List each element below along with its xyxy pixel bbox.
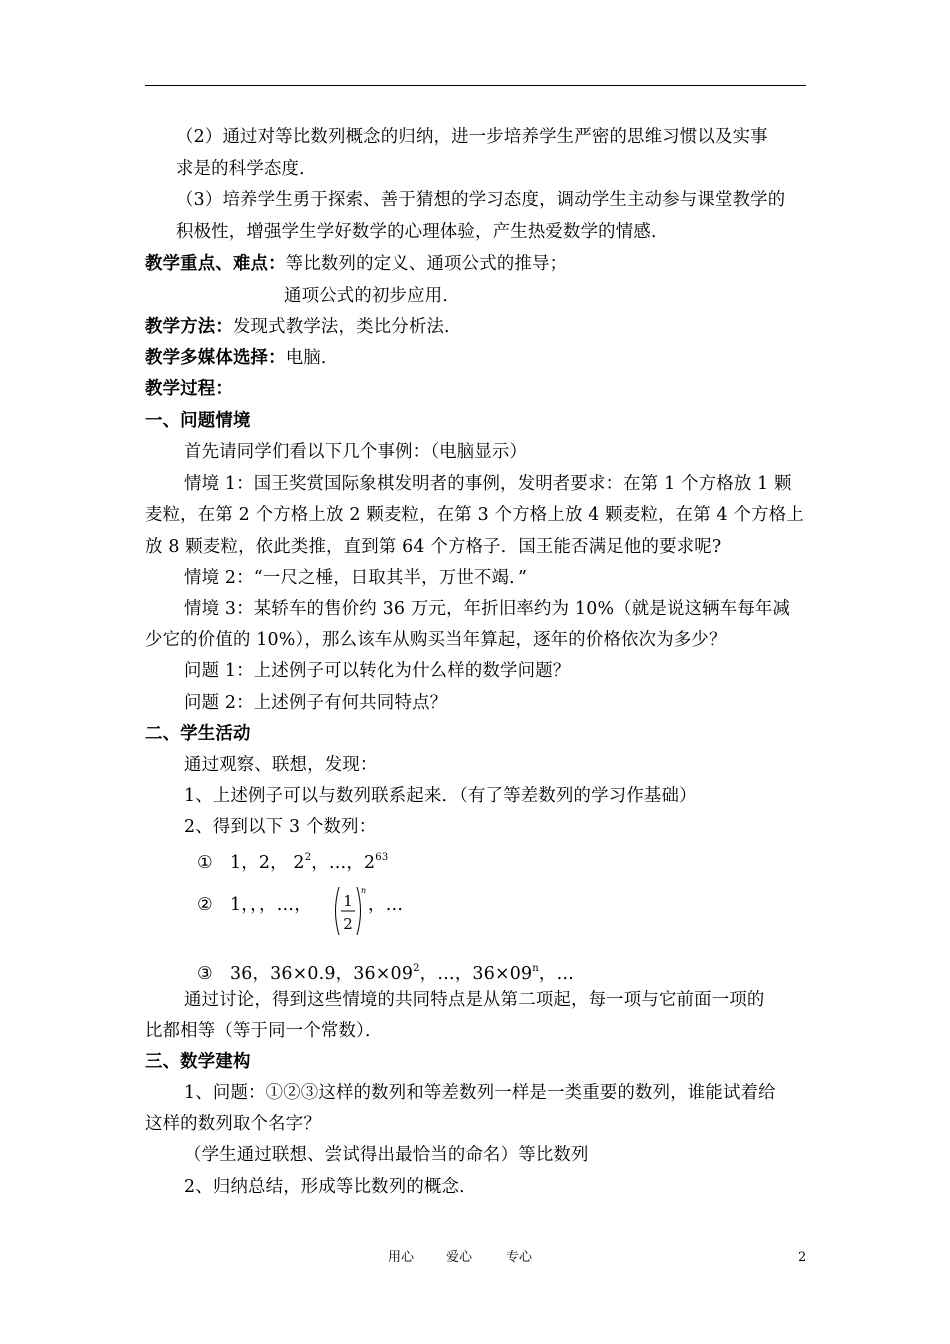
- goal-3-line-1: （3）培养学生勇于探索、善于猜想的学习态度，调动学生主动参与课堂教学的: [176, 190, 786, 210]
- scenario-2-line: 情境 2：“一尺之棰，日取其半，万世不竭．”: [184, 568, 528, 588]
- fraction-denominator: 2: [343, 915, 353, 933]
- sequence-2-line: [197, 893, 312, 917]
- media-label: 教学多媒体选择：: [145, 348, 286, 368]
- key-points-label: 教学重点、难点：: [145, 254, 286, 274]
- build-1-line-1: 1、问题：①②③这样的数列和等差数列一样是一类重要的数列，谁能试着给: [184, 1083, 776, 1103]
- scenario-1-line-3: 放 8 颗麦粒，依此类推，直到第 64 个方格子．国王能否满足他的要求呢?: [145, 537, 722, 557]
- section-2-heading: 二、学生活动: [145, 724, 251, 744]
- sequence-3-marker: ③: [197, 964, 213, 984]
- section-3-heading: 三、数学建构: [145, 1052, 251, 1072]
- sequence-1-marker: ①: [197, 853, 213, 873]
- process-label: 教学过程：: [145, 379, 233, 399]
- question-2-line: 问题 2：上述例子有何共同特点？: [184, 693, 448, 713]
- goal-3-line-2: 积极性，增强学生学好数学的心理体验，产生热爱数学的情感．: [176, 222, 669, 242]
- sequence-3-text: 36，36×0.9，36×09: [229, 964, 414, 984]
- footer-slogan-2: 爱心: [446, 1250, 473, 1265]
- fraction-exponent: n: [361, 886, 367, 895]
- sequence-3-tail: ，…: [538, 964, 575, 984]
- observation-line: 通过观察、联想，发现：: [184, 755, 378, 775]
- sequence-2-tail: ，…: [368, 895, 404, 915]
- method-label: 教学方法：: [145, 317, 233, 337]
- build-1-line-3: （学生通过联想、尝试得出最恰当的命名）等比数列: [184, 1145, 589, 1165]
- build-1-line-2: 这样的数列取个名字？: [145, 1114, 321, 1134]
- method-text: 发现式教学法，类比分析法．: [232, 317, 462, 337]
- sequence-2-fraction: [331, 884, 365, 938]
- intro-line: 首先请同学们看以下几个事例：（电脑显示）: [184, 442, 528, 462]
- footer-slogan-1: 用心: [388, 1250, 415, 1265]
- key-points-text-2: 通项公式的初步应用．: [284, 286, 460, 306]
- media-text: 电脑．: [285, 348, 339, 368]
- sequence-3-exponent: 2: [413, 963, 420, 974]
- method-line: [145, 315, 462, 339]
- key-points-line: [145, 252, 567, 276]
- sequence-2-text: 1，，，…，: [229, 895, 312, 915]
- sequence-3-exponent-2: n: [532, 963, 539, 974]
- build-2-line: 2、归纳总结，形成等比数列的概念．: [184, 1177, 477, 1197]
- section-1-heading: 一、问题情境: [145, 411, 251, 431]
- key-points-text: 等比数列的定义、通项公式的推导；: [285, 254, 568, 274]
- activity-2-line: 2、得到以下 3 个数列：: [184, 817, 377, 837]
- goal-2-line-2: 求是的科学态度．: [176, 159, 317, 179]
- sequence-1-text: 1，2， 2: [229, 853, 305, 873]
- sequence-1-exponent: 2: [304, 852, 312, 863]
- goal-2-line-1: （2）通过对等比数列概念的归纳，进一步培养学生严密的思维习惯以及实事: [176, 127, 768, 147]
- page-number: 2: [798, 1250, 807, 1265]
- scenario-1-line-2: 麦粒，在第 2 个方格上放 2 颗麦粒，在第 3 个方格上放 4 颗麦粒，在第 4 个方格上: [145, 505, 804, 525]
- sequence-3-middle: ，…，36×09: [419, 964, 533, 984]
- question-1-line: 问题 1：上述例子可以转化为什么样的数学问题？: [184, 661, 571, 681]
- scenario-3-line-2: 少它的价值的 10%），那么该车从购买当年算起，逐年的价格依次为多少？: [145, 630, 727, 650]
- sequence-3-line: [197, 957, 574, 986]
- activity-1-line: 1、上述例子可以与数列联系起来．（有了等差数列的学习作基础）: [184, 786, 697, 806]
- media-line: [145, 346, 339, 370]
- sequence-1-line: [197, 846, 388, 875]
- header-rule: [145, 85, 806, 86]
- discussion-line-2: 比都相等（等于同一个常数）．: [145, 1021, 383, 1041]
- sequence-1-middle: ，…，2: [311, 853, 376, 873]
- sequence-1-exponent-2: 63: [375, 852, 389, 863]
- scenario-1-line-1: 情境 1：国王奖赏国际象棋发明者的事例，发明者要求：在第 1 个方格放 1 颗: [184, 474, 792, 494]
- fraction-numerator: 1: [343, 892, 353, 910]
- footer-slogan-3: 专心: [506, 1250, 533, 1265]
- scenario-3-line-1: 情境 3：某轿车的售价约 36 万元，年折旧率约为 10%（就是说这辆车每年减: [184, 599, 791, 619]
- discussion-line-1: 通过讨论，得到这些情境的共同特点是从第二项起，每一项与它前面一项的: [184, 990, 765, 1010]
- sequence-2-marker: ②: [197, 895, 213, 915]
